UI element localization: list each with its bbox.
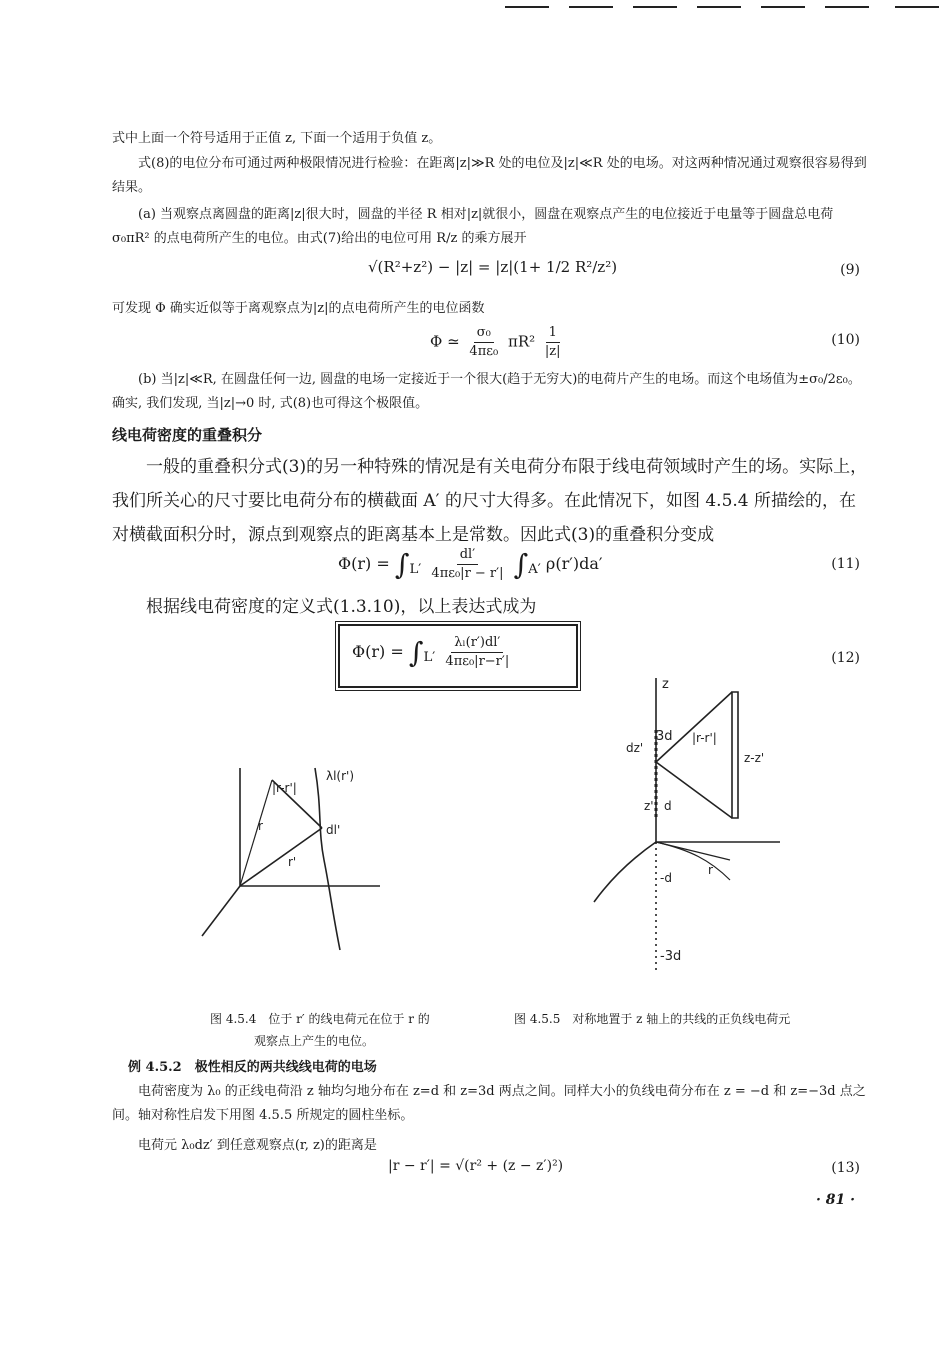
fig455-label-z-minus-zp: z-z' xyxy=(744,751,765,765)
fig455-label-zp: z' xyxy=(644,799,654,813)
fig455-label-z: z xyxy=(662,677,669,692)
caption-figure-4-5-4-line2: 观察点上产生的电位。 xyxy=(254,1034,375,1048)
section-heading-line-charge: 线电荷密度的重叠积分 xyxy=(112,426,263,444)
paragraph-example-setup: 电荷密度为 λ₀ 的正线电荷沿 z 轴均匀地分布在 z=d 和 z=3d 两点之间。同样大小的负线电荷分布在 z = −d 和 z=−3d 点之间。轴对称性启发下用图 4.5.5 所规定的圆柱坐标。 xyxy=(112,1084,866,1123)
equation-11-number: (11) xyxy=(831,556,860,572)
fig454-label-rp: r' xyxy=(288,855,297,869)
fig454-label-r: r xyxy=(258,819,263,833)
fig455-label-dz: dz' xyxy=(626,741,644,755)
equation-13: |r − r′| = √(r² + (z − z′)²) xyxy=(388,1158,564,1174)
paragraph-limit-check: 式(8)的电位分布可通过两种极限情况进行检验：在距离|z|≫R 处的电位及|z|≪R 处的电场。对这两种情况通过观察很容易得到结果。 xyxy=(112,156,867,195)
equation-12-number: (12) xyxy=(831,650,860,666)
eq10-lhs: Φ ≃ xyxy=(430,332,460,351)
caption-figure-4-5-5: 图 4.5.5 对称地置于 z 轴上的共线的正负线电荷元 xyxy=(514,1012,791,1026)
paragraph-line-density-def: 根据线电荷密度的定义式(1.3.10)，以上表达式成为 xyxy=(146,597,537,617)
caption-figure-4-5-4-line1: 图 4.5.4 位于 r′ 的线电荷元在位于 r 的 xyxy=(210,1012,430,1026)
equation-10-number: (10) xyxy=(831,332,860,348)
eq12-fraction: $\frac{\text{λₗ(r′)dl′}}{\text{4πε₀|r−r′|}}$ xyxy=(445,635,510,669)
fig454-label-lambda: λl(r') xyxy=(326,769,355,783)
paragraph-case-b: (b) 当|z|≪R, 在圆盘任何一边, 圆盘的电场一定接近于一个很大(趋于无穷大)的电荷片产生的电场。而这个电场值为±σ₀/2ε₀。确实, 我们发现, 当|z|→0 时, 式(8)也可得这个极限值。 xyxy=(112,372,861,411)
fig455-label-d: d xyxy=(664,799,672,813)
fig454-label-r-minus-rp: |r-r'| xyxy=(272,781,297,795)
paragraph-distance-intro: 电荷元 λ₀dz′ 到任意观察点(r, z)的距离是 xyxy=(138,1138,377,1153)
eq11-lhs: Φ(r) = xyxy=(338,554,390,573)
eq12-lhs: Φ(r) = xyxy=(352,642,404,661)
eq10-mid: πR² xyxy=(507,332,536,351)
top-rule-marks xyxy=(505,6,945,10)
page-number: · 81 · xyxy=(816,1192,855,1208)
eq9-rhs: (1+ 1/2 R²/z²) xyxy=(513,258,618,276)
paragraph-line-charge-intro: 一般的重叠积分式(3)的另一种特殊的情况是有关电荷分布限于线电荷领域时产生的场。实际上，我们所关心的尺寸要比电荷分布的横截面 A′ 的尺寸大得多。在此情况下，如图 4.5.4 所描绘的，在对横截面积分时，源点到观察点的距离基本上是常数。因此式(3)的重叠积分变成 xyxy=(112,457,868,545)
eq9-lhs: √(R²+z²) − |z| = |z| xyxy=(368,258,514,276)
figure-4-5-4 xyxy=(180,750,420,960)
fig455-label-minus-d: -d xyxy=(660,871,672,885)
equation-11: $\Phi(r) = \int_{L'}$ $\frac{dl'}{\text{4πε₀|r − r′|}}$ $\int_{A'}$ ρ(r′)da′ xyxy=(338,547,603,581)
paragraph-sign-note: 式中上面一个符号适用于正值 z, 下面一个适用于负值 z。 xyxy=(112,131,442,146)
equation-9-number: (9) xyxy=(840,262,860,278)
eq10-fraction-2: $\frac{1}{|z|}$ xyxy=(544,325,561,359)
paragraph-potential-approx: 可发现 Φ 确实近似等于离观察点为|z|的点电荷所产生的电位函数 xyxy=(112,301,485,316)
fig455-label-3d: 3d xyxy=(656,729,673,744)
fig455-label-minus-3d: -3d xyxy=(660,949,682,964)
paragraph-case-a: (a) 当观察点离圆盘的距离|z|很大时，圆盘的半径 R 相对|z|就很小，圆盘在观察点产生的电位接近于电量等于圆盘总电荷 σ₀πR² 的点电荷所产生的电位。由式(7)给出的电位可用 R/z 的乘方展开 xyxy=(112,207,834,246)
equation-9 xyxy=(368,258,617,276)
eq11-fraction: $\frac{dl'}{\text{4πε₀|r − r′|}}$ xyxy=(431,547,504,581)
eq11-tail: ρ(r′)da′ xyxy=(545,554,603,573)
fig455-label-r: r xyxy=(708,863,713,877)
equation-12: $\Phi(r) = \int_{L'}$ $\frac{\text{λₗ(r′)dl′}}{\text{4πε₀|r−r′|}}$ xyxy=(352,634,514,671)
figure-4-5-5 xyxy=(580,670,810,980)
example-heading: 例 4.5.2 极性相反的两共线线电荷的电场 xyxy=(128,1060,377,1075)
fig454-label-dl: dl' xyxy=(326,823,341,837)
equation-10 xyxy=(430,324,566,361)
equation-13-number: (13) xyxy=(831,1160,860,1176)
fig455-label-r-minus-rp: |r-r'| xyxy=(692,731,717,745)
eq10-fraction-1: $\frac{\text{σ₀}}{\text{4πε₀}}$ xyxy=(469,325,499,359)
